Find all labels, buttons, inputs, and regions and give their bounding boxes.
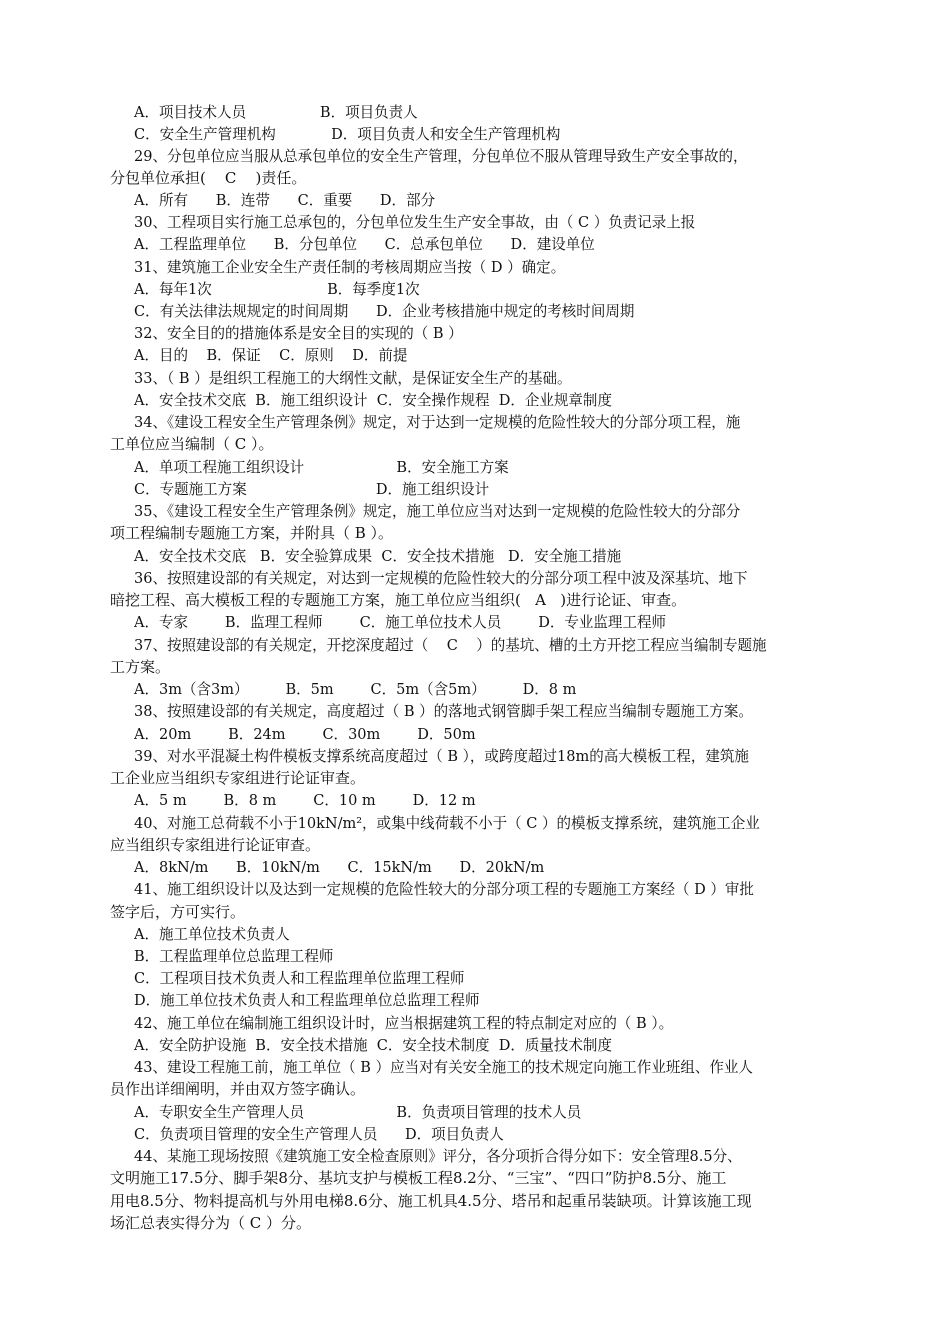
question-33: 33、（ B ）是组织工程施工的大纲性文献，是保证安全生产的基础。: [134, 369, 572, 387]
question-44-cont: 用电8.5分、物料提高机与外用电梯8.6分、施工机具4.5分、塔吊和起重吊装缺项。计算该施工现: [110, 1192, 752, 1210]
option-line: A．安全技术交底 B．施工组织设计 C．安全操作规程 D．企业规章制度: [134, 391, 612, 409]
question-34: 34、《建设工程安全生产管理条例》规定，对于达到一定规模的危险性较大的分部分项工程，施: [134, 413, 741, 431]
question-40-cont: 应当组织专家组进行论证审查。: [110, 836, 321, 854]
option-line: A．单项工程施工组织设计 B．安全施工方案: [134, 458, 509, 476]
question-35-cont: 项工程编制专题施工方案，并附具（ B ）。: [110, 524, 394, 542]
option-line: A．每年1次 B．每季度1次: [134, 280, 420, 298]
question-44-cont: 场汇总表实得分为（ C ）分。: [110, 1214, 312, 1232]
option-line: A．工程监理单位 B．分包单位 C．总承包单位 D．建设单位: [134, 235, 595, 253]
question-40: 40、对施工总荷载不小于10kN/m²，或集中线荷载不小于（ C ）的模板支撑系统，建筑施工企业: [134, 814, 760, 832]
question-36-cont: 暗挖工程、高大模板工程的专题施工方案，施工单位应当组织( A )进行论证、审查。: [110, 591, 687, 609]
option-line: D．施工单位技术负责人和工程监理单位总监理工程师: [134, 991, 480, 1009]
option-line: C．工程项目技术负责人和工程监理单位监理工程师: [134, 969, 465, 987]
question-43-cont: 员作出详细阐明，并由双方签字确认。: [110, 1080, 366, 1098]
option-line: A．专职安全生产管理人员 B．负责项目管理的技术人员: [134, 1103, 582, 1121]
question-34-cont: 工单位应当编制（ C ）。: [110, 435, 274, 453]
option-line: A．安全技术交底 B．安全验算成果 C．安全技术措施 D．安全施工措施: [134, 547, 622, 565]
question-44: 44、某施工现场按照《建筑施工安全检查原则》评分，各分项折合得分如下：安全管理8.5分、: [134, 1147, 742, 1165]
option-line: A．3m（含3m） B．5m C．5m（含5m） D．8 m: [134, 680, 577, 698]
option-line: B．工程监理单位总监理工程师: [134, 947, 334, 965]
question-43: 43、建设工程施工前，施工单位（ B ）应当对有关安全施工的技术规定向施工作业班组、作业人: [134, 1058, 753, 1076]
option-line: A．施工单位技术负责人: [134, 925, 290, 943]
option-line: A．20m B．24m C．30m D．50m: [134, 725, 476, 743]
question-31: 31、建筑施工企业安全生产责任制的考核周期应当按（ D ）确定。: [134, 258, 566, 276]
option-line: A．安全防护设施 B．安全技术措施 C．安全技术制度 D．质量技术制度: [134, 1036, 612, 1054]
option-line: A．8kN/m B．10kN/m C．15kN/m D．20kN/m: [134, 858, 545, 876]
option-line: C．安全生产管理机构 D．项目负责人和安全生产管理机构: [134, 125, 561, 143]
option-line: C．有关法律法规规定的时间周期 D．企业考核措施中规定的考核时间周期: [134, 302, 635, 320]
question-36: 36、按照建设部的有关规定，对达到一定规模的危险性较大的分部分项工程中波及深基坑、地下: [134, 569, 748, 587]
option-line: C．专题施工方案 D．施工组织设计: [134, 480, 490, 498]
option-line: A．所有 B．连带 C．重要 D．部分: [134, 191, 436, 209]
question-29-cont: 分包单位承担( C )责任。: [110, 169, 307, 187]
option-line: A．5 m B．8 m C．10 m D．12 m: [134, 791, 476, 809]
question-42: 42、施工单位在编制施工组织设计时，应当根据建筑工程的特点制定对应的（ B ）。: [134, 1014, 674, 1032]
question-39: 39、对水平混凝土构件模板支撑系统高度超过（ B ），或跨度超过18m的高大模板工程，建筑施: [134, 747, 749, 765]
option-line: C．负责项目管理的安全生产管理人员 D．项目负责人: [134, 1125, 504, 1143]
question-37: 37、按照建设部的有关规定，开挖深度超过（ C ）的基坑、槽的土方开挖工程应当编制专题施: [134, 636, 767, 654]
option-line: A．专家 B．监理工程师 C．施工单位技术人员 D．专业监理工程师: [134, 613, 666, 631]
question-30: 30、工程项目实行施工总承包的，分包单位发生生产安全事故，由（ C ）负责记录上报: [134, 213, 696, 231]
question-32: 32、安全目的的措施体系是安全目的实现的（ B ）: [134, 324, 463, 342]
option-line: A．项目技术人员 B．项目负责人: [134, 103, 418, 121]
question-41: 41、施工组织设计以及达到一定规模的危险性较大的分部分项工程的专题施工方案经（ D ）审批: [134, 880, 754, 898]
question-44-cont: 文明施工17.5分、脚手架8分、基坑支护与模板工程8.2分、“三宝”、“四口”防护8.5分、施工: [110, 1169, 727, 1187]
question-39-cont: 工企业应当组织专家组进行论证审查。: [110, 769, 366, 787]
option-line: A．目的 B．保证 C．原则 D．前提: [134, 346, 408, 364]
question-35: 35、《建设工程安全生产管理条例》规定，施工单位应当对达到一定规模的危险性较大的分部分: [134, 502, 741, 520]
question-37-cont: 工方案。: [110, 658, 171, 676]
question-38: 38、按照建设部的有关规定，高度超过（ B ）的落地式钢管脚手架工程应当编制专题施工方案。: [134, 702, 753, 720]
question-41-cont: 签字后，方可实行。: [110, 903, 246, 921]
question-29: 29、分包单位应当服从总承包单位的安全生产管理，分包单位不服从管理导致生产安全事故的，: [134, 147, 748, 165]
